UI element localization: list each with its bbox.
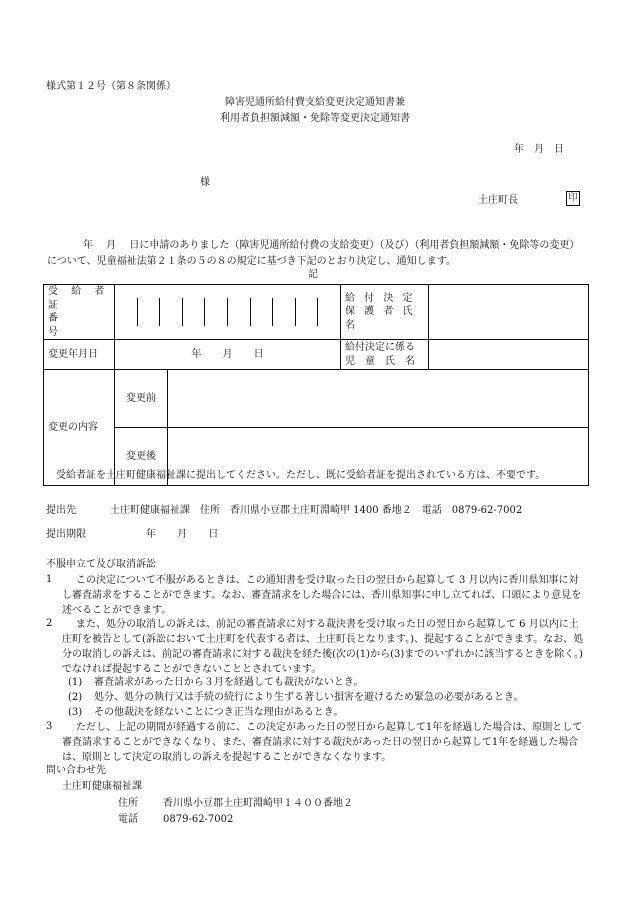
- contact-heading: 問い合わせ先: [46, 765, 106, 776]
- issuer: 土庄町長: [478, 195, 518, 206]
- guardian-name-field: [429, 285, 589, 340]
- submit-to-value: 土庄町健康福祉課 住所 香川県小豆郡土庄町淵崎甲 1400 番地２ 電話 0879-62-7002: [110, 505, 523, 516]
- child-name-field: [429, 340, 589, 370]
- appeal-item-2: また、処分の取消しの訴えは、前記の審査請求に対する裁決書を受け取った日の翌日から起算して 6 月以内に土庄町を被告として(訴訟において土庄町を代表する者は、土庄町長となります。)、提起することができます。なお、処分の取消しの訴えは、前記の審査請求に対する裁決を経た後(次の(1)から(3)までのいずれかに該当するときを除く。)でなければ提起することができないこととされています。: [62, 619, 584, 675]
- cert-number-label: 受 給 者 証 番 号: [44, 285, 115, 340]
- sub-item-3-num: (3): [68, 707, 83, 718]
- after-label: 変更後: [115, 428, 168, 486]
- sub-item-1: 審査請求があった日から３月を経過しても裁決がないとき。: [94, 677, 364, 688]
- change-date-value: 年 月 日: [115, 340, 341, 370]
- appeal-item-2-num: 2: [46, 618, 53, 629]
- before-label: 変更前: [115, 370, 168, 428]
- form-number: 様式第１２号（第８条関係）: [46, 81, 176, 92]
- sub-item-1-num: (1): [68, 677, 83, 688]
- guardian-name-label: 給 付 決 定 保 護 者 氏 名: [341, 285, 429, 340]
- appeal-item-1: この決定について不服があるときは、この通知書を受け取った日の翌日から起算して 3 月以内に香川県知事に対し審査請求をすることができます。なお、審査請求をした場合には、香川県知事に申し立てれば、口頭により意見を述べることができます。: [62, 575, 582, 616]
- intro-paragraph: 年 月 日に申請のありました（障害児通所給付費の支給変更）（及び）（利用者負担額減額・免除等の変更）について、児童福祉法第２１条の５の８の規定に基づき下記のとおり決定し、通知します。: [47, 240, 580, 267]
- sub-item-2-num: (2): [68, 692, 83, 703]
- ki-heading: 記: [308, 269, 318, 280]
- submit-to-label: 提出先: [46, 505, 76, 516]
- deadline-value: 年 月 日: [146, 529, 219, 540]
- contact-address-label: 住所: [118, 798, 138, 809]
- appeal-heading: 不服申立て及び取消訴訟: [46, 559, 156, 570]
- child-name-label: 給付決定に係る 児 童 氏 名: [341, 340, 429, 370]
- change-content-label: 変更の内容: [44, 370, 115, 486]
- appeal-item-3: ただし、上記の期間が経過する前に、この決定があった日の翌日から起算して1年を経過した場合は、原則として審査請求することができなくなり、また、審査請求に対する裁決があった日の翌日から起算して1年を経過した場合は、原則として決定の取消しの訴えを提起することができなくなります。: [62, 722, 583, 763]
- appeal-item-3-num: 3: [46, 721, 53, 732]
- submit-note: 受給者証を土庄町健康福祉課に提出してください。ただし、既に受給者証を提出されている方は、不要です。: [56, 470, 546, 481]
- contact-department: 土庄町健康福祉課: [62, 781, 142, 792]
- issue-date: 年 月 日: [514, 144, 564, 155]
- document-title-line2: 利用者負担額減額・免除等変更決定通知書: [220, 113, 410, 124]
- addressee-suffix: 様: [200, 177, 210, 188]
- deadline-label: 提出期限: [46, 529, 86, 540]
- cert-number-boxes: [115, 285, 341, 340]
- contact-phone-label: 電話: [118, 814, 138, 825]
- appeal-item-1-num: 1: [46, 574, 53, 585]
- before-field: [168, 370, 589, 428]
- contact-phone: 0879-62-7002: [163, 814, 234, 825]
- change-date-label: 変更年月日: [44, 340, 115, 370]
- sub-item-2: 処分、処分の執行又は手続の続行により生ずる著しい損害を避けるため緊急の必要があるとき。: [94, 692, 524, 703]
- seal-stamp: 印: [566, 191, 580, 206]
- contact-address: 香川県小豆郡土庄町淵崎甲１４００番地２: [163, 798, 353, 809]
- notice-table: [43, 284, 589, 486]
- sub-item-3: その他裁決を経ないことにつき正当な理由があるとき。: [94, 707, 344, 718]
- document-title-line1: 障害児通所給付費支給変更決定通知書兼: [225, 97, 405, 108]
